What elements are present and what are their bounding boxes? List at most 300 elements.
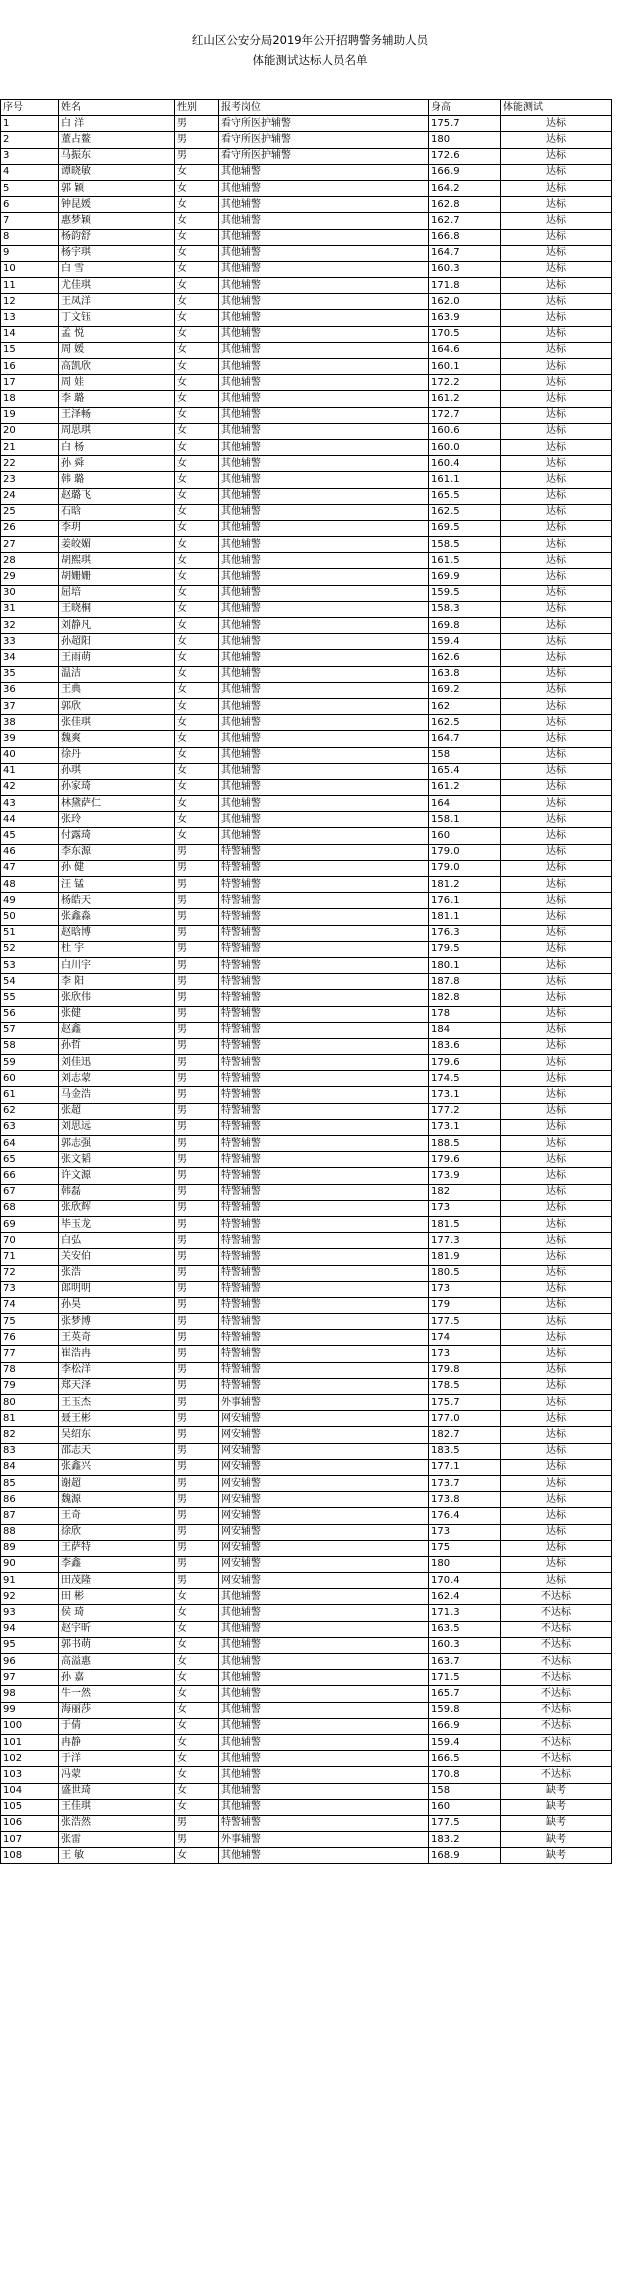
cell-name: 张文韬 bbox=[59, 1152, 175, 1168]
cell-position: 特警辅警 bbox=[219, 1038, 429, 1054]
table-row bbox=[1, 844, 612, 860]
cell-fitness-result: 不达标 bbox=[501, 1605, 612, 1621]
cell-position: 特警辅警 bbox=[219, 1200, 429, 1216]
cell-gender: 女 bbox=[175, 423, 219, 439]
cell-fitness-result: 达标 bbox=[501, 812, 612, 828]
table-row bbox=[1, 1767, 612, 1783]
cell-height: 172.6 bbox=[429, 148, 501, 164]
cell-fitness-result: 达标 bbox=[501, 148, 612, 164]
cell-index: 92 bbox=[1, 1589, 59, 1605]
cell-fitness-result: 达标 bbox=[501, 682, 612, 698]
cell-fitness-result: 达标 bbox=[501, 1022, 612, 1038]
cell-height: 160.6 bbox=[429, 423, 501, 439]
cell-height: 160.3 bbox=[429, 1637, 501, 1653]
cell-name: 王英奇 bbox=[59, 1330, 175, 1346]
cell-gender: 男 bbox=[175, 1200, 219, 1216]
cell-fitness-result: 达标 bbox=[501, 116, 612, 132]
cell-position: 其他辅警 bbox=[219, 1799, 429, 1815]
cell-index: 71 bbox=[1, 1249, 59, 1265]
cell-name: 周 娃 bbox=[59, 375, 175, 391]
cell-position: 特警辅警 bbox=[219, 1362, 429, 1378]
cell-height: 175.7 bbox=[429, 1395, 501, 1411]
cell-gender: 男 bbox=[175, 893, 219, 909]
table-row bbox=[1, 779, 612, 795]
cell-height: 169.8 bbox=[429, 618, 501, 634]
cell-index: 37 bbox=[1, 698, 59, 714]
cell-position: 其他辅警 bbox=[219, 164, 429, 180]
cell-gender: 女 bbox=[175, 828, 219, 844]
cell-height: 162.7 bbox=[429, 213, 501, 229]
cell-index: 80 bbox=[1, 1395, 59, 1411]
cell-position: 特警辅警 bbox=[219, 1022, 429, 1038]
cell-position: 网安辅警 bbox=[219, 1524, 429, 1540]
cell-index: 2 bbox=[1, 132, 59, 148]
cell-fitness-result: 达标 bbox=[501, 278, 612, 294]
cell-fitness-result: 达标 bbox=[501, 601, 612, 617]
table-row bbox=[1, 504, 612, 520]
cell-fitness-result: 达标 bbox=[501, 618, 612, 634]
cell-gender: 女 bbox=[175, 294, 219, 310]
cell-fitness-result: 达标 bbox=[501, 537, 612, 553]
cell-height: 171.3 bbox=[429, 1605, 501, 1621]
cell-gender: 男 bbox=[175, 1249, 219, 1265]
cell-position: 其他辅警 bbox=[219, 278, 429, 294]
cell-gender: 女 bbox=[175, 779, 219, 795]
cell-fitness-result: 缺考 bbox=[501, 1815, 612, 1831]
cell-gender: 女 bbox=[175, 180, 219, 196]
table-row bbox=[1, 1734, 612, 1750]
cell-name: 王晓桐 bbox=[59, 601, 175, 617]
cell-fitness-result: 达标 bbox=[501, 423, 612, 439]
cell-position: 特警辅警 bbox=[219, 941, 429, 957]
cell-name: 杨宇琪 bbox=[59, 245, 175, 261]
cell-height: 165.5 bbox=[429, 488, 501, 504]
cell-index: 8 bbox=[1, 229, 59, 245]
table-row bbox=[1, 456, 612, 472]
table-row bbox=[1, 731, 612, 747]
table-row bbox=[1, 1184, 612, 1200]
cell-index: 107 bbox=[1, 1832, 59, 1848]
table-row bbox=[1, 909, 612, 925]
cell-position: 其他辅警 bbox=[219, 213, 429, 229]
table-row bbox=[1, 1605, 612, 1621]
cell-height: 162.6 bbox=[429, 650, 501, 666]
cell-height: 160.1 bbox=[429, 359, 501, 375]
cell-height: 178.5 bbox=[429, 1378, 501, 1394]
cell-name: 丁文钰 bbox=[59, 310, 175, 326]
cell-index: 18 bbox=[1, 391, 59, 407]
cell-index: 55 bbox=[1, 990, 59, 1006]
cell-gender: 男 bbox=[175, 1378, 219, 1394]
cell-gender: 男 bbox=[175, 1508, 219, 1524]
cell-index: 88 bbox=[1, 1524, 59, 1540]
cell-fitness-result: 达标 bbox=[501, 375, 612, 391]
table-row bbox=[1, 1589, 612, 1605]
cell-name: 李 阳 bbox=[59, 974, 175, 990]
table-row bbox=[1, 359, 612, 375]
cell-index: 30 bbox=[1, 585, 59, 601]
cell-height: 162.4 bbox=[429, 1589, 501, 1605]
cell-index: 33 bbox=[1, 634, 59, 650]
cell-height: 160.3 bbox=[429, 261, 501, 277]
cell-index: 36 bbox=[1, 682, 59, 698]
cell-name: 白 杨 bbox=[59, 439, 175, 455]
cell-name: 冯蒙 bbox=[59, 1767, 175, 1783]
cell-name: 郭志强 bbox=[59, 1136, 175, 1152]
cell-index: 4 bbox=[1, 164, 59, 180]
table-row bbox=[1, 569, 612, 585]
cell-fitness-result: 达标 bbox=[501, 1443, 612, 1459]
table-row bbox=[1, 650, 612, 666]
cell-index: 39 bbox=[1, 731, 59, 747]
cell-name: 徐欣 bbox=[59, 1524, 175, 1540]
cell-index: 85 bbox=[1, 1475, 59, 1491]
cell-name: 王 敏 bbox=[59, 1848, 175, 1864]
cell-height: 175 bbox=[429, 1540, 501, 1556]
cell-fitness-result: 不达标 bbox=[501, 1589, 612, 1605]
table-row bbox=[1, 1265, 612, 1281]
cell-fitness-result: 达标 bbox=[501, 1508, 612, 1524]
cell-name: 李鑫 bbox=[59, 1556, 175, 1572]
cell-gender: 女 bbox=[175, 326, 219, 342]
cell-name: 郑天泽 bbox=[59, 1378, 175, 1394]
cell-position: 外事辅警 bbox=[219, 1832, 429, 1848]
cell-index: 32 bbox=[1, 618, 59, 634]
cell-name: 王奇 bbox=[59, 1508, 175, 1524]
cell-position: 其他辅警 bbox=[219, 828, 429, 844]
cell-height: 175.7 bbox=[429, 116, 501, 132]
cell-height: 187.8 bbox=[429, 974, 501, 990]
cell-gender: 女 bbox=[175, 601, 219, 617]
cell-fitness-result: 达标 bbox=[501, 1378, 612, 1394]
cell-position: 其他辅警 bbox=[219, 569, 429, 585]
cell-position: 看守所医护辅警 bbox=[219, 116, 429, 132]
cell-name: 孙哲 bbox=[59, 1038, 175, 1054]
cell-fitness-result: 不达标 bbox=[501, 1637, 612, 1653]
cell-height: 160.4 bbox=[429, 456, 501, 472]
table-row bbox=[1, 1216, 612, 1232]
cell-gender: 女 bbox=[175, 456, 219, 472]
cell-gender: 女 bbox=[175, 569, 219, 585]
cell-gender: 男 bbox=[175, 1055, 219, 1071]
table-row bbox=[1, 472, 612, 488]
cell-name: 高溢惠 bbox=[59, 1654, 175, 1670]
table-row bbox=[1, 439, 612, 455]
cell-height: 166.9 bbox=[429, 164, 501, 180]
cell-position: 其他辅警 bbox=[219, 1589, 429, 1605]
cell-gender: 男 bbox=[175, 1573, 219, 1589]
cell-name: 刘思远 bbox=[59, 1119, 175, 1135]
cell-index: 31 bbox=[1, 601, 59, 617]
cell-gender: 男 bbox=[175, 116, 219, 132]
cell-name: 张鑫兴 bbox=[59, 1459, 175, 1475]
cell-height: 184 bbox=[429, 1022, 501, 1038]
cell-position: 其他辅警 bbox=[219, 375, 429, 391]
cell-gender: 女 bbox=[175, 1637, 219, 1653]
cell-index: 43 bbox=[1, 796, 59, 812]
cell-index: 5 bbox=[1, 180, 59, 196]
table-row bbox=[1, 796, 612, 812]
cell-name: 张浩 bbox=[59, 1265, 175, 1281]
cell-index: 84 bbox=[1, 1459, 59, 1475]
table-row bbox=[1, 326, 612, 342]
cell-fitness-result: 达标 bbox=[501, 666, 612, 682]
cell-index: 87 bbox=[1, 1508, 59, 1524]
cell-height: 179.8 bbox=[429, 1362, 501, 1378]
cell-index: 77 bbox=[1, 1346, 59, 1362]
cell-index: 93 bbox=[1, 1605, 59, 1621]
cell-index: 40 bbox=[1, 747, 59, 763]
cell-name: 李 璐 bbox=[59, 391, 175, 407]
cell-position: 特警辅警 bbox=[219, 974, 429, 990]
cell-fitness-result: 达标 bbox=[501, 1524, 612, 1540]
cell-position: 特警辅警 bbox=[219, 1055, 429, 1071]
cell-fitness-result: 达标 bbox=[501, 1281, 612, 1297]
cell-index: 96 bbox=[1, 1654, 59, 1670]
cell-fitness-result: 不达标 bbox=[501, 1621, 612, 1637]
cell-height: 176.4 bbox=[429, 1508, 501, 1524]
cell-gender: 男 bbox=[175, 1832, 219, 1848]
cell-gender: 女 bbox=[175, 164, 219, 180]
cell-name: 盛世琦 bbox=[59, 1783, 175, 1799]
table-row bbox=[1, 1168, 612, 1184]
cell-index: 90 bbox=[1, 1556, 59, 1572]
table-row bbox=[1, 1475, 612, 1491]
cell-fitness-result: 达标 bbox=[501, 1573, 612, 1589]
cell-position: 网安辅警 bbox=[219, 1411, 429, 1427]
cell-name: 谢超 bbox=[59, 1475, 175, 1491]
document-title: 红山区公安分局2019年公开招聘警务辅助人员 bbox=[191, 33, 429, 47]
cell-position: 网安辅警 bbox=[219, 1573, 429, 1589]
cell-index: 74 bbox=[1, 1297, 59, 1313]
cell-gender: 女 bbox=[175, 439, 219, 455]
cell-index: 17 bbox=[1, 375, 59, 391]
document-subtitle: 体能测试达标人员名单 bbox=[252, 53, 368, 67]
cell-gender: 男 bbox=[175, 1006, 219, 1022]
cell-fitness-result: 达标 bbox=[501, 1006, 612, 1022]
cell-height: 171.8 bbox=[429, 278, 501, 294]
cell-height: 177.2 bbox=[429, 1103, 501, 1119]
cell-name: 赵鑫 bbox=[59, 1022, 175, 1038]
cell-height: 164.7 bbox=[429, 731, 501, 747]
cell-position: 网安辅警 bbox=[219, 1556, 429, 1572]
cell-position: 看守所医护辅警 bbox=[219, 148, 429, 164]
cell-gender: 男 bbox=[175, 1103, 219, 1119]
cell-gender: 女 bbox=[175, 1751, 219, 1767]
cell-index: 27 bbox=[1, 537, 59, 553]
cell-fitness-result: 达标 bbox=[501, 1362, 612, 1378]
cell-index: 91 bbox=[1, 1573, 59, 1589]
cell-index: 86 bbox=[1, 1492, 59, 1508]
cell-name: 杨韵舒 bbox=[59, 229, 175, 245]
table-row bbox=[1, 180, 612, 196]
cell-height: 173 bbox=[429, 1281, 501, 1297]
cell-name: 姜皎媚 bbox=[59, 537, 175, 553]
cell-gender: 女 bbox=[175, 1621, 219, 1637]
cell-name: 付露琦 bbox=[59, 828, 175, 844]
cell-height: 158 bbox=[429, 1783, 501, 1799]
table-row bbox=[1, 585, 612, 601]
cell-gender: 男 bbox=[175, 1411, 219, 1427]
cell-name: 张佳琪 bbox=[59, 715, 175, 731]
cell-index: 24 bbox=[1, 488, 59, 504]
table-row bbox=[1, 618, 612, 634]
cell-gender: 女 bbox=[175, 391, 219, 407]
table-row bbox=[1, 375, 612, 391]
cell-height: 159.4 bbox=[429, 634, 501, 650]
cell-index: 35 bbox=[1, 666, 59, 682]
cell-index: 21 bbox=[1, 439, 59, 455]
cell-height: 169.2 bbox=[429, 682, 501, 698]
table-body bbox=[1, 116, 612, 1864]
table-row bbox=[1, 423, 612, 439]
table-row bbox=[1, 1751, 612, 1767]
cell-index: 108 bbox=[1, 1848, 59, 1864]
cell-gender: 男 bbox=[175, 1524, 219, 1540]
cell-index: 73 bbox=[1, 1281, 59, 1297]
cell-height: 160 bbox=[429, 1799, 501, 1815]
cell-fitness-result: 达标 bbox=[501, 553, 612, 569]
cell-height: 162.8 bbox=[429, 197, 501, 213]
header-name: 姓名 bbox=[59, 100, 175, 116]
cell-position: 其他辅警 bbox=[219, 796, 429, 812]
cell-height: 177.3 bbox=[429, 1233, 501, 1249]
cell-gender: 女 bbox=[175, 796, 219, 812]
cell-gender: 男 bbox=[175, 1168, 219, 1184]
table-row bbox=[1, 310, 612, 326]
cell-gender: 男 bbox=[175, 1427, 219, 1443]
cell-name: 王雨萌 bbox=[59, 650, 175, 666]
cell-height: 181.5 bbox=[429, 1216, 501, 1232]
cell-gender: 男 bbox=[175, 1216, 219, 1232]
cell-gender: 男 bbox=[175, 148, 219, 164]
cell-gender: 男 bbox=[175, 1281, 219, 1297]
cell-height: 166.9 bbox=[429, 1718, 501, 1734]
cell-gender: 女 bbox=[175, 197, 219, 213]
cell-position: 网安辅警 bbox=[219, 1508, 429, 1524]
cell-gender: 男 bbox=[175, 974, 219, 990]
cell-height: 163.5 bbox=[429, 1621, 501, 1637]
cell-index: 50 bbox=[1, 909, 59, 925]
cell-gender: 男 bbox=[175, 909, 219, 925]
cell-fitness-result: 达标 bbox=[501, 326, 612, 342]
cell-height: 170.8 bbox=[429, 1767, 501, 1783]
cell-position: 其他辅警 bbox=[219, 391, 429, 407]
cell-name: 魏爽 bbox=[59, 731, 175, 747]
cell-name: 郭书萌 bbox=[59, 1637, 175, 1653]
cell-fitness-result: 达标 bbox=[501, 957, 612, 973]
cell-fitness-result: 达标 bbox=[501, 1119, 612, 1135]
cell-fitness-result: 达标 bbox=[501, 731, 612, 747]
cell-gender: 女 bbox=[175, 1848, 219, 1864]
cell-fitness-result: 达标 bbox=[501, 164, 612, 180]
cell-position: 其他辅警 bbox=[219, 1734, 429, 1750]
cell-index: 95 bbox=[1, 1637, 59, 1653]
cell-gender: 男 bbox=[175, 1038, 219, 1054]
cell-height: 163.8 bbox=[429, 666, 501, 682]
cell-name: 张欣辉 bbox=[59, 1200, 175, 1216]
cell-gender: 女 bbox=[175, 682, 219, 698]
cell-gender: 女 bbox=[175, 731, 219, 747]
cell-position: 其他辅警 bbox=[219, 1848, 429, 1864]
cell-name: 郭欣 bbox=[59, 698, 175, 714]
cell-position: 其他辅警 bbox=[219, 229, 429, 245]
cell-height: 165.4 bbox=[429, 763, 501, 779]
cell-index: 60 bbox=[1, 1071, 59, 1087]
cell-gender: 女 bbox=[175, 537, 219, 553]
cell-height: 172.7 bbox=[429, 407, 501, 423]
cell-height: 181.1 bbox=[429, 909, 501, 925]
table-row bbox=[1, 213, 612, 229]
table-row bbox=[1, 1200, 612, 1216]
cell-index: 7 bbox=[1, 213, 59, 229]
cell-name: 孙琪 bbox=[59, 763, 175, 779]
cell-name: 白 雪 bbox=[59, 261, 175, 277]
cell-gender: 男 bbox=[175, 1459, 219, 1475]
cell-fitness-result: 缺考 bbox=[501, 1799, 612, 1815]
table-row bbox=[1, 1152, 612, 1168]
cell-position: 其他辅警 bbox=[219, 1702, 429, 1718]
table-row bbox=[1, 1783, 612, 1799]
cell-index: 100 bbox=[1, 1718, 59, 1734]
cell-position: 其他辅警 bbox=[219, 310, 429, 326]
cell-position: 网安辅警 bbox=[219, 1443, 429, 1459]
cell-position: 其他辅警 bbox=[219, 1605, 429, 1621]
cell-position: 特警辅警 bbox=[219, 909, 429, 925]
header-position: 报考岗位 bbox=[219, 100, 429, 116]
cell-position: 特警辅警 bbox=[219, 1281, 429, 1297]
cell-name: 韩 璐 bbox=[59, 472, 175, 488]
cell-fitness-result: 达标 bbox=[501, 1038, 612, 1054]
cell-name: 孙 舜 bbox=[59, 456, 175, 472]
cell-index: 20 bbox=[1, 423, 59, 439]
table-row bbox=[1, 132, 612, 148]
cell-position: 特警辅警 bbox=[219, 1071, 429, 1087]
cell-index: 78 bbox=[1, 1362, 59, 1378]
cell-fitness-result: 达标 bbox=[501, 1184, 612, 1200]
cell-position: 特警辅警 bbox=[219, 1006, 429, 1022]
cell-index: 54 bbox=[1, 974, 59, 990]
table-row bbox=[1, 1540, 612, 1556]
cell-index: 83 bbox=[1, 1443, 59, 1459]
table-row bbox=[1, 1718, 612, 1734]
cell-name: 赵晗博 bbox=[59, 925, 175, 941]
table-row bbox=[1, 1848, 612, 1864]
cell-height: 177.0 bbox=[429, 1411, 501, 1427]
table-row bbox=[1, 1508, 612, 1524]
cell-name: 李玥 bbox=[59, 520, 175, 536]
cell-position: 特警辅警 bbox=[219, 1233, 429, 1249]
cell-fitness-result: 达标 bbox=[501, 925, 612, 941]
cell-position: 特警辅警 bbox=[219, 1087, 429, 1103]
cell-height: 173.1 bbox=[429, 1119, 501, 1135]
cell-position: 特警辅警 bbox=[219, 1265, 429, 1281]
cell-fitness-result: 达标 bbox=[501, 747, 612, 763]
cell-gender: 女 bbox=[175, 1589, 219, 1605]
cell-position: 特警辅警 bbox=[219, 1249, 429, 1265]
cell-height: 162.0 bbox=[429, 294, 501, 310]
table-row bbox=[1, 1621, 612, 1637]
cell-index: 59 bbox=[1, 1055, 59, 1071]
cell-index: 1 bbox=[1, 116, 59, 132]
cell-gender: 男 bbox=[175, 925, 219, 941]
cell-height: 161.2 bbox=[429, 391, 501, 407]
cell-position: 其他辅警 bbox=[219, 245, 429, 261]
cell-fitness-result: 达标 bbox=[501, 763, 612, 779]
cell-height: 172.2 bbox=[429, 375, 501, 391]
header-height: 身高 bbox=[429, 100, 501, 116]
cell-height: 179.6 bbox=[429, 1152, 501, 1168]
